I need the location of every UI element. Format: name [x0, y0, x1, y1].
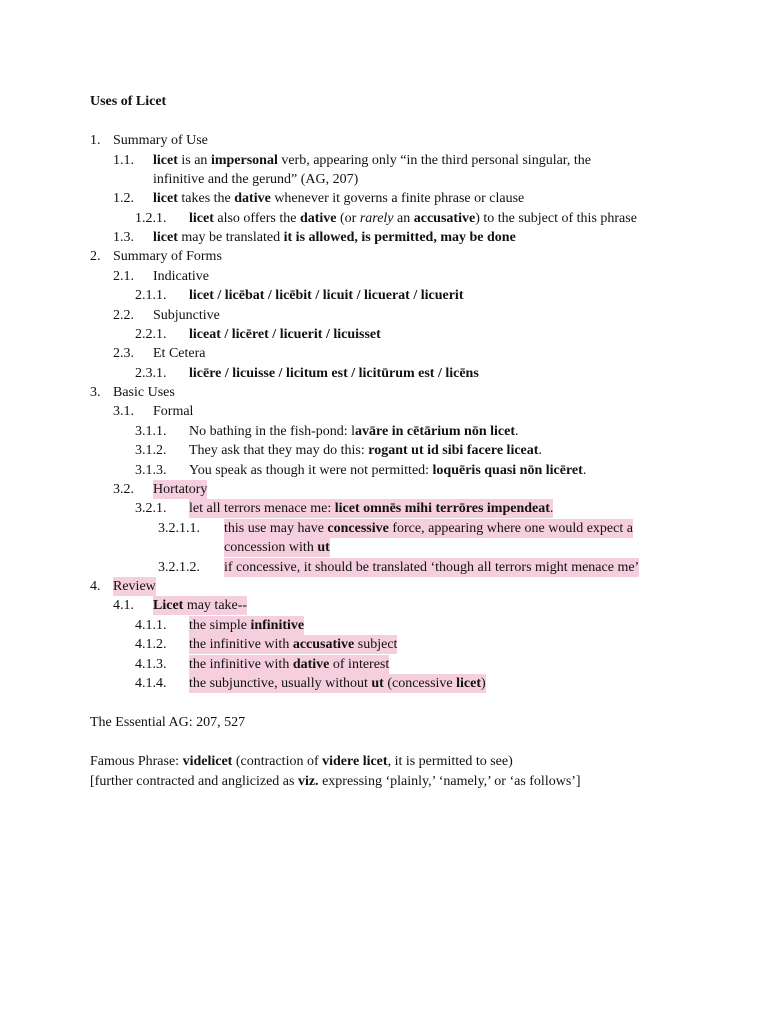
- bold-text: videlicet: [182, 754, 233, 769]
- bold-text: it is allowed, is permitted, may be done: [283, 230, 516, 245]
- text-run: an: [393, 211, 414, 226]
- list-number: 4.1.3.: [135, 657, 167, 672]
- bold-text: infinitive: [250, 618, 305, 633]
- list-number: 1.: [90, 133, 101, 148]
- highlighted-text: [189, 655, 389, 674]
- list-item-text: [189, 461, 586, 480]
- list-number: 2.1.: [113, 269, 134, 284]
- list-item-text: [153, 344, 205, 363]
- text-run: force, appearing where one would expect a: [388, 521, 633, 536]
- list-number: 1.2.1.: [135, 211, 167, 226]
- text-run: the infinitive with: [189, 637, 293, 652]
- list-number: 3.1.2.: [135, 443, 167, 458]
- list-item-text: [189, 364, 479, 383]
- text-run: subject: [354, 637, 398, 652]
- list-item-text: [189, 286, 463, 305]
- famous-phrase-note: [90, 772, 581, 791]
- bold-text: ut: [371, 676, 384, 691]
- bold-text: licet omnēs mihi terrōres impendeat: [334, 501, 550, 516]
- text-run: Subjunctive: [153, 308, 220, 323]
- text-run: .: [514, 424, 519, 439]
- list-item-text: [153, 306, 220, 325]
- list-number: 3.2.: [113, 482, 134, 497]
- list-number: 3.: [90, 385, 101, 400]
- text-run: of interest: [329, 657, 390, 672]
- text-run: the simple: [189, 618, 251, 633]
- text-run: They ask that they may do this:: [189, 443, 369, 458]
- highlighted-text: [224, 558, 639, 577]
- list-number: 2.3.1.: [135, 366, 167, 381]
- bold-text: impersonal: [210, 153, 278, 168]
- bold-text: dative: [234, 191, 271, 206]
- bold-text: ut: [317, 540, 330, 555]
- text-run: .: [549, 501, 554, 516]
- list-number: 3.1.: [113, 404, 134, 419]
- text-run: .: [538, 443, 542, 458]
- text-run: Famous Phrase:: [90, 754, 183, 769]
- reference-line: The Essential AG: 207, 527: [90, 715, 246, 730]
- text-run: , it is permitted to see): [387, 754, 513, 769]
- list-item-text: [153, 189, 524, 208]
- section-heading: Review: [113, 579, 156, 594]
- text-run: Et Cetera: [153, 346, 206, 361]
- text-run: this use may have: [224, 521, 328, 536]
- list-number: 1.1.: [113, 153, 134, 168]
- text-run: the infinitive with: [189, 657, 293, 672]
- list-item-text: [189, 209, 637, 228]
- list-number: 3.1.1.: [135, 424, 167, 439]
- bold-text: accusative: [292, 637, 355, 652]
- highlighted-text: [189, 674, 486, 693]
- list-number: 2.: [90, 249, 101, 264]
- highlighted-text: [153, 480, 207, 499]
- document-title: Uses of Licet: [90, 94, 167, 109]
- text-run: Indicative: [153, 269, 209, 284]
- text-run: takes the: [177, 191, 235, 206]
- list-item-text: [153, 228, 516, 247]
- text-run: You speak as though it were not permitted:: [189, 463, 433, 478]
- bold-text: dative: [292, 657, 330, 672]
- text-run: Formal: [153, 404, 194, 419]
- list-item-text: [153, 151, 591, 170]
- highlighted-text: [189, 616, 304, 635]
- text-run: whenever it governs a finite phrase or clause: [270, 191, 525, 206]
- bold-text: licet / licēbat / licēbit / licuit / licuerat / licuerit: [189, 288, 464, 303]
- bold-text: licet: [153, 230, 178, 245]
- list-number: 2.2.1.: [135, 327, 167, 342]
- bold-text: rogant ut id sibi facere liceat: [368, 443, 539, 458]
- text-run: may take--: [183, 598, 248, 613]
- section-heading: Summary of Use: [113, 133, 208, 148]
- text-run: also offers the: [213, 211, 300, 226]
- list-number: 2.2.: [113, 308, 134, 323]
- text-run: [further contracted and anglicized as: [90, 774, 298, 789]
- bold-text: loquēris quasi nōn licēret: [432, 463, 583, 478]
- list-number: 2.3.: [113, 346, 134, 361]
- bold-text: licet: [153, 191, 178, 206]
- list-number: 3.2.1.2.: [158, 560, 200, 575]
- text-run: Hortatory: [153, 482, 208, 497]
- list-item-text: [189, 441, 542, 460]
- list-number: 1.3.: [113, 230, 134, 245]
- list-number: 4.: [90, 579, 101, 594]
- list-number: 4.1.2.: [135, 637, 167, 652]
- list-item-text: [189, 325, 381, 344]
- bold-text: licet: [456, 676, 482, 691]
- list-number: 4.1.4.: [135, 676, 167, 691]
- list-number: 1.2.: [113, 191, 134, 206]
- list-item-text: [189, 422, 518, 441]
- bold-text: accusative: [413, 211, 476, 226]
- text-run: (concessive: [383, 676, 457, 691]
- text-run: (or: [336, 211, 360, 226]
- text-run: let all terrors menace me:: [189, 501, 335, 516]
- highlighted-text: [153, 596, 247, 615]
- bold-text: videre licet: [322, 754, 388, 769]
- highlighted-text: [224, 519, 633, 538]
- text-run: if concessive, it should be translated ‘though all terrors might menace me’: [224, 560, 640, 575]
- text-run: is an: [177, 153, 211, 168]
- highlighted-text: [224, 538, 330, 557]
- list-number: 3.2.1.: [135, 501, 167, 516]
- text-run: infinitive and the gerund” (AG, 207): [153, 172, 359, 187]
- text-run: .: [582, 463, 587, 478]
- text-run: ): [481, 676, 486, 691]
- text-run: concession with: [224, 540, 318, 555]
- bold-text: avāre in cētārium nōn licet: [355, 424, 515, 439]
- famous-phrase-line: [90, 752, 513, 771]
- text-run: ) to the subject of this phrase: [475, 211, 637, 226]
- bold-text: concessive: [327, 521, 389, 536]
- section-heading: Basic Uses: [113, 385, 175, 400]
- italic-text: rarely: [359, 211, 394, 226]
- text-run: (contraction of: [232, 754, 323, 769]
- list-number: 4.1.: [113, 598, 134, 613]
- highlighted-text: [189, 499, 553, 518]
- bold-text: licet: [189, 211, 214, 226]
- list-number: 2.1.1.: [135, 288, 167, 303]
- text-run: verb, appearing only “in the third personal singular, the: [277, 153, 592, 168]
- text-run: No bathing in the fish-pond: l: [189, 424, 356, 439]
- text-run: the subjunctive, usually without: [189, 676, 372, 691]
- list-number: 3.2.1.1.: [158, 521, 200, 536]
- bold-text: dative: [299, 211, 337, 226]
- bold-text: Licet: [153, 598, 184, 613]
- list-item-text: [153, 170, 358, 189]
- list-item-text: [153, 267, 209, 286]
- list-number: 3.1.3.: [135, 463, 167, 478]
- text-run: expressing ‘plainly,’ ‘namely,’ or ‘as follows’]: [318, 774, 581, 789]
- bold-text: licet: [153, 153, 178, 168]
- bold-text: liceat / licēret / licuerit / licuisset: [189, 327, 381, 342]
- list-item-text: [153, 402, 193, 421]
- highlighted-text: [189, 635, 397, 654]
- section-heading: Summary of Forms: [113, 249, 222, 264]
- bold-text: viz.: [297, 774, 319, 789]
- bold-text: licēre / licuisse / licitum est / licitūrum est / licēns: [189, 366, 479, 381]
- text-run: may be translated: [177, 230, 284, 245]
- list-number: 4.1.1.: [135, 618, 167, 633]
